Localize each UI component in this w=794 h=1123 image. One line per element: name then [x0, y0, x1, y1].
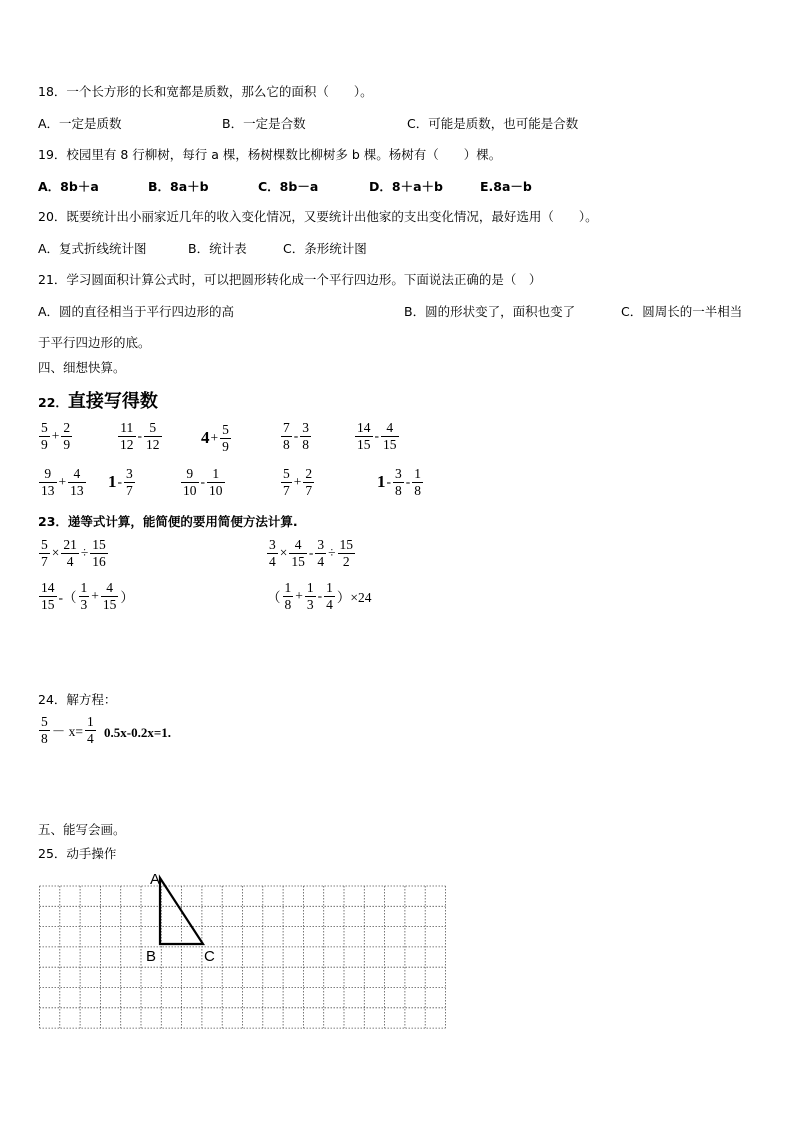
q22-item-7: [108, 466, 136, 498]
numerator: 14: [41, 580, 55, 595]
denominator: 16: [92, 553, 106, 569]
fraction: [181, 466, 199, 498]
denominator: 4: [326, 596, 333, 612]
denominator: 8: [284, 596, 292, 612]
q22-heading: [38, 387, 158, 413]
numerator: 1: [284, 580, 292, 595]
operator: -: [137, 428, 142, 444]
numerator: 3: [302, 420, 309, 435]
q24-eq2: 0.5x-0.2x=1.: [104, 725, 171, 740]
denominator: 7: [283, 482, 290, 498]
fraction: [338, 537, 356, 569]
fraction: [267, 537, 278, 569]
operator: -: [386, 474, 391, 490]
q22-item-6: [38, 466, 87, 498]
q22-item-5: [354, 420, 400, 452]
numerator: 3: [269, 537, 276, 552]
q20-option-c: C．条形统计图: [283, 241, 367, 256]
numerator: 4: [68, 466, 86, 483]
q18-option-b: B．一定是合数: [222, 116, 306, 131]
denominator: 13: [41, 482, 55, 498]
q22-item-1: [38, 420, 73, 452]
fraction: [124, 466, 135, 498]
q21-stem: 21．学习圆面积计算公式时，可以把圆形转化成一个平行四边形。下面说法正确的是（ ）: [38, 272, 542, 287]
q23-item-4: [266, 580, 373, 612]
fraction: [315, 537, 326, 569]
operator: -: [317, 588, 323, 604]
denominator: 4: [269, 553, 276, 569]
fraction: [381, 420, 399, 452]
numerator: 9: [181, 466, 199, 483]
fraction: [118, 420, 136, 452]
vertex-label-c: C: [204, 948, 215, 965]
numerator: 4: [101, 580, 119, 597]
fraction: [61, 537, 79, 569]
operator: -: [374, 428, 379, 444]
q24-stem: 24．解方程：: [38, 692, 117, 707]
numerator: 1: [306, 580, 314, 595]
fraction: [85, 714, 96, 746]
fraction: [289, 537, 307, 569]
fraction: [39, 537, 50, 569]
operator: ×: [279, 545, 288, 561]
operator: ÷: [80, 545, 89, 561]
numerator: 5: [41, 420, 48, 435]
fraction: [324, 580, 335, 612]
fraction: [207, 466, 225, 498]
denominator: 8: [283, 436, 290, 452]
q22-item-3: [201, 422, 232, 454]
fraction: [39, 580, 57, 612]
q24-eq1: [38, 714, 97, 746]
vertex-label-b: B: [146, 948, 157, 965]
grid-lines: [40, 886, 446, 1028]
numerator: 5: [222, 422, 229, 437]
q22-item-10: [377, 466, 424, 498]
q22-item-9: [280, 466, 315, 498]
fraction: [101, 580, 119, 612]
q22-title: 直接写得数: [67, 391, 158, 412]
q20-stem: 20．既要统计出小丽家近几年的收入变化情况，又要统计出他家的支出变化情况，最好选用（ ）。: [38, 209, 598, 224]
denominator: 12: [146, 436, 160, 452]
fraction: [39, 466, 57, 498]
denominator: 10: [209, 482, 223, 498]
operator: -: [293, 428, 299, 444]
denominator: 7: [305, 482, 313, 498]
numerator: 5: [144, 420, 162, 437]
numerator: 2: [305, 466, 313, 481]
denominator: 15: [41, 596, 55, 612]
q22-item-4: [280, 420, 312, 452]
q23-item-2: [266, 537, 356, 569]
whole-number: 4: [201, 428, 210, 448]
drawing-grid-area: [38, 870, 450, 1033]
q19-option-b: B．8a＋b: [148, 179, 209, 194]
denominator: 15: [291, 553, 305, 569]
operator: ×: [51, 545, 60, 561]
fraction: [39, 714, 50, 746]
fraction: [79, 580, 90, 612]
numerator: 2: [63, 420, 71, 435]
fraction: [39, 420, 50, 452]
fraction: [220, 422, 231, 454]
operator: +: [293, 474, 302, 490]
q19-stem: 19．校园里有 8 行柳树，每行 a 棵，杨树棵数比柳树多 b 棵。杨树有（ ）棵。: [38, 147, 502, 162]
section-5-heading: 五、能写会画。: [38, 822, 126, 837]
numerator: 15: [339, 537, 354, 552]
denominator: 13: [70, 482, 84, 498]
operator: -: [405, 474, 411, 490]
operator: +: [91, 588, 99, 604]
operator: +: [210, 430, 219, 446]
q23-item-1: [38, 537, 109, 569]
q21-option-a: A．圆的直径相当于平行四边形的高: [38, 304, 235, 319]
operator: -: [308, 545, 314, 561]
q20-option-a: A．复式折线统计图: [38, 241, 147, 256]
operator: +: [295, 588, 303, 604]
q20-option-b: B．统计表: [188, 241, 247, 256]
fraction: [68, 466, 86, 498]
fraction: [144, 420, 162, 452]
numerator: 1: [326, 580, 333, 595]
q21-option-b: B．圆的形状变了，面积也变了: [404, 304, 576, 319]
operator: -（: [58, 590, 77, 606]
denominator: 4: [66, 553, 74, 569]
denominator: 9: [41, 436, 48, 452]
fraction: [61, 420, 72, 452]
operator: － x=: [51, 724, 83, 740]
numerator: 4: [381, 420, 399, 437]
q21-option-c: C．圆周长的一半相当: [621, 304, 743, 319]
denominator: 3: [306, 596, 314, 612]
numerator: 1: [80, 580, 88, 595]
q19-option-d: D．8＋a＋b: [369, 179, 443, 194]
numerator: 9: [39, 466, 57, 483]
fraction: [283, 580, 294, 612]
section-4-heading: 四、细想快算。: [38, 360, 126, 375]
denominator: 7: [41, 553, 48, 569]
operator: ）×24: [336, 590, 372, 606]
operator: （: [267, 590, 281, 606]
denominator: 2: [342, 553, 350, 569]
q22-number: 22．: [38, 395, 68, 410]
vertex-label-a: A: [150, 871, 161, 888]
denominator: 15: [383, 436, 397, 452]
denominator: 9: [222, 438, 229, 454]
denominator: 8: [41, 730, 48, 746]
numerator: 1: [87, 714, 94, 729]
q23-stem: 23．递等式计算，能简便的要用简便方法计算.: [38, 514, 298, 529]
numerator: 5: [41, 714, 48, 729]
denominator: 7: [126, 482, 133, 498]
q18-stem: 18．一个长方形的长和宽都是质数，那么它的面积（ ）。: [38, 84, 373, 99]
denominator: 4: [87, 730, 94, 746]
operator: -: [117, 474, 122, 490]
q23-item-3: [38, 580, 135, 612]
numerator: 21: [63, 537, 77, 552]
numerator: 4: [289, 537, 307, 554]
whole-number: 1: [108, 472, 117, 492]
fraction: [281, 420, 292, 452]
denominator: 8: [395, 482, 402, 498]
q21-option-c-cont: 于平行四边形的底。: [38, 335, 151, 350]
denominator: 3: [80, 596, 88, 612]
whole-number: 1: [377, 472, 386, 492]
numerator: 11: [118, 420, 136, 437]
numerator: 14: [357, 420, 371, 435]
numerator: 5: [283, 466, 290, 481]
denominator: 8: [302, 436, 309, 452]
numerator: 3: [126, 466, 133, 481]
denominator: 4: [317, 553, 325, 569]
denominator: 10: [183, 482, 197, 498]
operator: -: [200, 474, 205, 490]
operator: ）: [120, 590, 134, 606]
fraction: [355, 420, 373, 452]
numerator: 5: [41, 537, 48, 552]
numerator: 3: [395, 466, 402, 481]
q19-option-a: A．8b＋a: [38, 179, 99, 194]
fraction: [90, 537, 108, 569]
q19-option-e: E.8a－b: [480, 179, 532, 194]
q18-option-a: A．一定是质数: [38, 116, 122, 131]
operator: +: [58, 474, 67, 490]
denominator: 15: [357, 436, 371, 452]
q19-option-c: C．8b－a: [258, 179, 319, 194]
fraction: [305, 580, 316, 612]
q18-option-c: C．可能是质数，也可能是合数: [407, 116, 579, 131]
q25-stem: 25．动手操作: [38, 846, 117, 861]
operator: +: [51, 428, 60, 444]
fraction: [300, 420, 311, 452]
fraction: [303, 466, 314, 498]
operator: ÷: [328, 545, 336, 561]
fraction: [412, 466, 423, 498]
fraction: [281, 466, 292, 498]
numerator: 7: [283, 420, 290, 435]
q22-item-8: [180, 466, 226, 498]
fraction: [393, 466, 404, 498]
numerator: 1: [207, 466, 225, 483]
denominator: 12: [120, 436, 134, 452]
denominator: 15: [102, 596, 117, 612]
dotted-grid: [38, 870, 450, 1030]
numerator: 1: [414, 466, 421, 481]
numerator: 3: [317, 537, 325, 552]
denominator: 8: [414, 482, 421, 498]
denominator: 9: [63, 436, 71, 452]
q22-item-2: [117, 420, 163, 452]
numerator: 15: [92, 537, 106, 552]
